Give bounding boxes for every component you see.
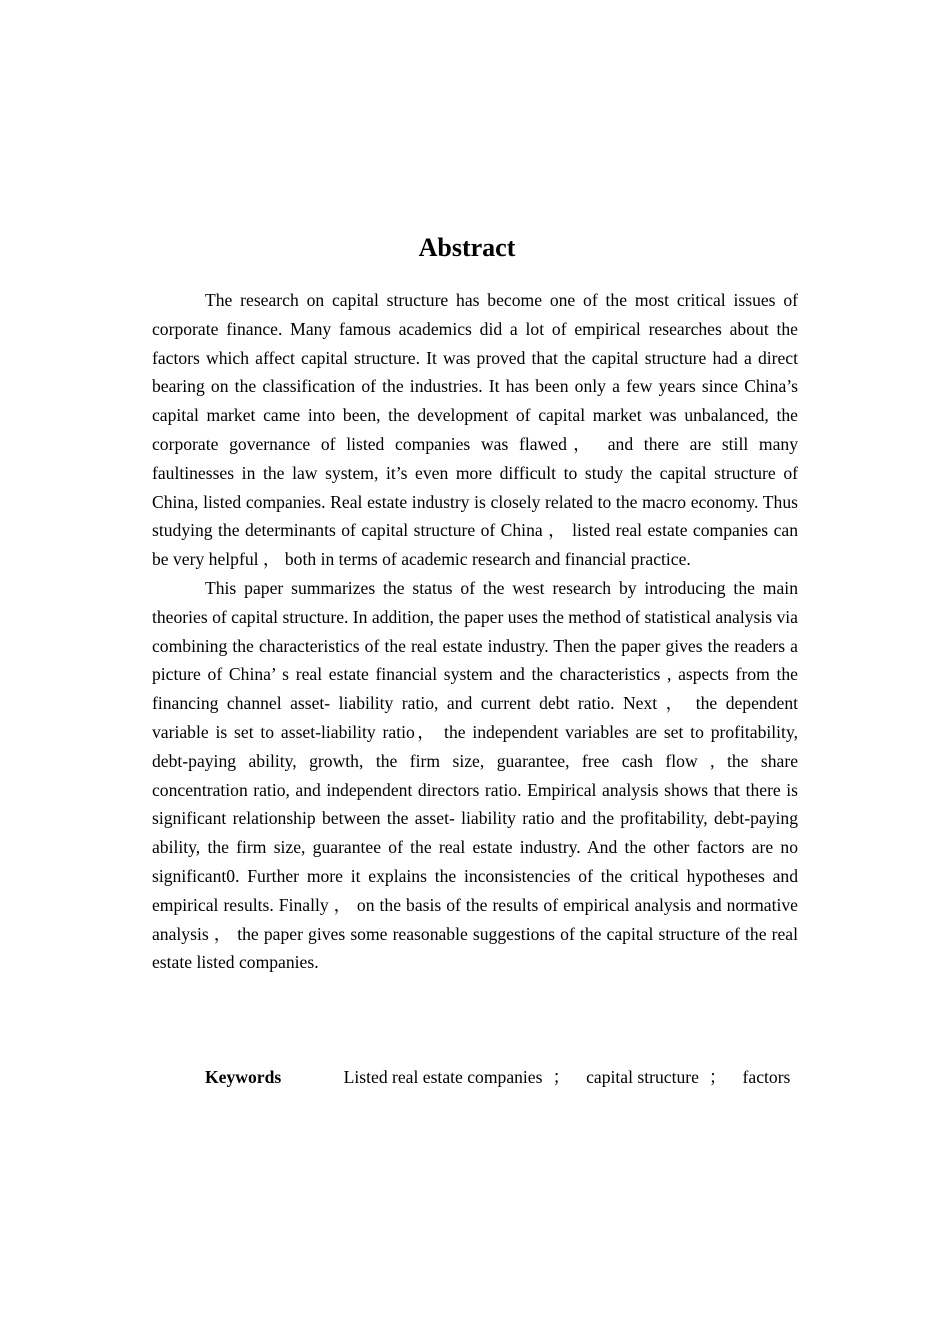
abstract-body xyxy=(152,286,798,977)
keyword-item: factors xyxy=(742,1067,791,1087)
keywords-line xyxy=(152,1063,798,1092)
abstract-paragraph-1: The research on capital structure has become one of the most critical issues of corporate finance. Many famous academics did a lot of empirical researches about the factors which affect capital structure. It was proved that the capital structure had a direct bearing on the classification of the industries. It has been only a few years since China’s capital market came into been, the development of capital market was unbalanced, the corporate governance of listed companies was flawed， and there are still many faultinesses in the law system, it’s even more difficult to study the capital structure of China, listed companies. Real estate industry is closely related to the macro economy. Thus studying the determinants of capital structure of China ， listed real estate companies can be very helpful ， both in terms of academic research and financial practice. xyxy=(152,290,798,570)
keyword-separator: ； xyxy=(708,1067,727,1087)
keyword-separator: ； xyxy=(552,1067,571,1087)
keyword-item: Listed real estate companies xyxy=(343,1067,543,1087)
keywords-label: Keywords xyxy=(205,1067,282,1087)
abstract-paragraph-2: This paper summarizes the status of the west research by introducing the main theories of capital structure. In addition, the paper uses the method of statistical analysis via combining the characteristics of the real estate industry. Then the paper gives the readers a picture of China’ s real estate financial system and the characteristics , aspects from the financing channel asset- liability ratio, and current debt ratio. Next ， the dependent variable is set to asset-liability ratio， the independent variables are set to profitability, debt-paying ability, growth, the firm size, guarantee, free cash flow , the share concentration ratio, and independent directors ratio. Empirical analysis shows that there is significant relationship between the asset- liability ratio and the profitability, debt-paying ability, the firm size, guarantee of the real estate industry. And the other factors are no significant0. Further more it explains the inconsistencies of the critical hypotheses and empirical results. Finally ， on the basis of the results of empirical analysis and normative analysis ， the paper gives some reasonable suggestions of the capital structure of the real estate listed companies. xyxy=(152,577,798,973)
keyword-item: capital structure xyxy=(586,1067,699,1087)
page-title: Abstract xyxy=(418,233,516,262)
